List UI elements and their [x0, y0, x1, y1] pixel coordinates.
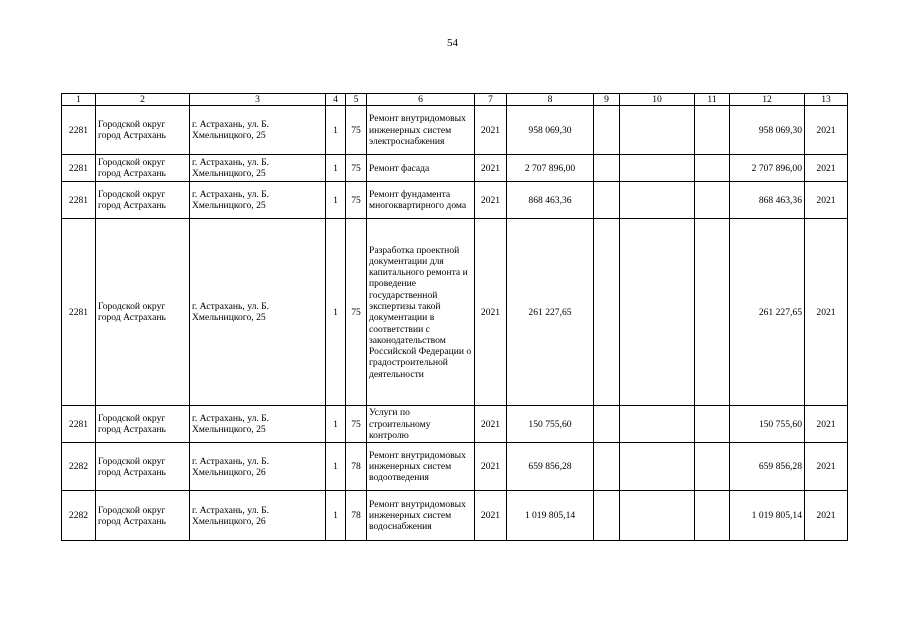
column-header: 12 — [730, 94, 805, 106]
cost-col10-cell — [620, 219, 695, 406]
work-type-cell: Ремонт внутридомовых инженерных систем водоотведения — [367, 443, 475, 491]
cost-col12-cell: 261 227,65 — [730, 219, 805, 406]
table-row — [62, 182, 848, 219]
cost-col11-cell — [695, 155, 730, 182]
cost-col9-cell — [594, 491, 620, 541]
item-count-cell: 1 — [326, 106, 346, 155]
cost-col12-cell: 958 069,30 — [730, 106, 805, 155]
row-number-cell: 2282 — [62, 491, 96, 541]
building-code-cell: 75 — [346, 106, 367, 155]
column-header: 6 — [367, 94, 475, 106]
table-row — [62, 155, 848, 182]
item-count-cell: 1 — [326, 443, 346, 491]
work-type-cell: Ремонт фасада — [367, 155, 475, 182]
column-header: 5 — [346, 94, 367, 106]
cost-col12-cell: 868 463,36 — [730, 182, 805, 219]
completion-year-cell: 2021 — [805, 443, 848, 491]
municipality-cell: Городской округ город Астрахань — [96, 491, 190, 541]
cost-col11-cell — [695, 491, 730, 541]
column-header: 3 — [190, 94, 326, 106]
column-header: 11 — [695, 94, 730, 106]
completion-year-cell: 2021 — [805, 182, 848, 219]
table-row — [62, 443, 848, 491]
cost-total-cell: 958 069,30 — [507, 106, 594, 155]
work-type-cell: Ремонт фундамента многоквартирного дома — [367, 182, 475, 219]
address-cell: г. Астрахань, ул. Б. Хмельницкого, 25 — [190, 219, 326, 406]
table-row — [62, 406, 848, 443]
municipality-cell: Городской округ город Астрахань — [96, 106, 190, 155]
item-count-cell: 1 — [326, 219, 346, 406]
cost-col10-cell — [620, 182, 695, 219]
cost-total-cell: 1 019 805,14 — [507, 491, 594, 541]
row-number-cell: 2281 — [62, 406, 96, 443]
table-row — [62, 491, 848, 541]
cost-col10-cell — [620, 443, 695, 491]
municipality-cell: Городской округ город Астрахань — [96, 182, 190, 219]
page-number: 54 — [447, 37, 458, 49]
column-header: 13 — [805, 94, 848, 106]
building-code-cell: 75 — [346, 155, 367, 182]
work-type-cell: Услуги по строительному контролю — [367, 406, 475, 443]
column-header: 9 — [594, 94, 620, 106]
cost-col11-cell — [695, 182, 730, 219]
year-cell: 2021 — [475, 155, 507, 182]
column-header: 2 — [96, 94, 190, 106]
address-cell: г. Астрахань, ул. Б. Хмельницкого, 25 — [190, 155, 326, 182]
cost-col12-cell: 659 856,28 — [730, 443, 805, 491]
cost-col10-cell — [620, 106, 695, 155]
row-number-cell: 2281 — [62, 219, 96, 406]
cost-col11-cell — [695, 106, 730, 155]
row-number-cell: 2281 — [62, 106, 96, 155]
address-cell: г. Астрахань, ул. Б. Хмельницкого, 25 — [190, 182, 326, 219]
cost-col12-cell: 150 755,60 — [730, 406, 805, 443]
cost-col12-cell: 1 019 805,14 — [730, 491, 805, 541]
address-cell: г. Астрахань, ул. Б. Хмельницкого, 25 — [190, 106, 326, 155]
completion-year-cell: 2021 — [805, 406, 848, 443]
cost-total-cell: 2 707 896,00 — [507, 155, 594, 182]
table-row — [62, 106, 848, 155]
cost-col12-cell: 2 707 896,00 — [730, 155, 805, 182]
address-cell: г. Астрахань, ул. Б. Хмельницкого, 26 — [190, 443, 326, 491]
cost-col10-cell — [620, 491, 695, 541]
cost-total-cell: 150 755,60 — [507, 406, 594, 443]
cost-col9-cell — [594, 182, 620, 219]
row-number-cell: 2281 — [62, 182, 96, 219]
completion-year-cell: 2021 — [805, 219, 848, 406]
building-code-cell: 75 — [346, 219, 367, 406]
building-code-cell: 78 — [346, 491, 367, 541]
cost-col11-cell — [695, 219, 730, 406]
municipality-cell: Городской округ город Астрахань — [96, 155, 190, 182]
item-count-cell: 1 — [326, 491, 346, 541]
cost-total-cell: 659 856,28 — [507, 443, 594, 491]
year-cell: 2021 — [475, 406, 507, 443]
work-type-cell: Ремонт внутридомовых инженерных систем водоснабжения — [367, 491, 475, 541]
cost-total-cell: 868 463,36 — [507, 182, 594, 219]
completion-year-cell: 2021 — [805, 491, 848, 541]
year-cell: 2021 — [475, 106, 507, 155]
column-header: 7 — [475, 94, 507, 106]
building-code-cell: 75 — [346, 182, 367, 219]
table-row — [62, 219, 848, 406]
item-count-cell: 1 — [326, 155, 346, 182]
cost-col9-cell — [594, 219, 620, 406]
cost-col10-cell — [620, 155, 695, 182]
address-cell: г. Астрахань, ул. Б. Хмельницкого, 26 — [190, 491, 326, 541]
municipality-cell: Городской округ город Астрахань — [96, 406, 190, 443]
cost-col10-cell — [620, 406, 695, 443]
year-cell: 2021 — [475, 443, 507, 491]
building-code-cell: 75 — [346, 406, 367, 443]
column-header: 10 — [620, 94, 695, 106]
completion-year-cell: 2021 — [805, 155, 848, 182]
municipality-cell: Городской округ город Астрахань — [96, 219, 190, 406]
row-number-cell: 2281 — [62, 155, 96, 182]
year-cell: 2021 — [475, 182, 507, 219]
register-table — [61, 93, 848, 541]
address-cell: г. Астрахань, ул. Б. Хмельницкого, 25 — [190, 406, 326, 443]
column-header: 1 — [62, 94, 96, 106]
work-type-cell: Ремонт внутридомовых инженерных систем электроснабжения — [367, 106, 475, 155]
completion-year-cell: 2021 — [805, 106, 848, 155]
cost-total-cell: 261 227,65 — [507, 219, 594, 406]
cost-col9-cell — [594, 443, 620, 491]
cost-col9-cell — [594, 155, 620, 182]
cost-col11-cell — [695, 406, 730, 443]
cost-col9-cell — [594, 406, 620, 443]
column-number-row — [62, 94, 848, 106]
building-code-cell: 78 — [346, 443, 367, 491]
item-count-cell: 1 — [326, 182, 346, 219]
year-cell: 2021 — [475, 219, 507, 406]
row-number-cell: 2282 — [62, 443, 96, 491]
column-header: 8 — [507, 94, 594, 106]
item-count-cell: 1 — [326, 406, 346, 443]
column-header: 4 — [326, 94, 346, 106]
work-type-cell: Разработка проектной документации для капитального ремонта и проведение государственной экспертизы такой документации в соответствии с законодательством Российской Федерации о градостроительной деятельности — [367, 219, 475, 406]
cost-col11-cell — [695, 443, 730, 491]
cost-col9-cell — [594, 106, 620, 155]
year-cell: 2021 — [475, 491, 507, 541]
municipality-cell: Городской округ город Астрахань — [96, 443, 190, 491]
